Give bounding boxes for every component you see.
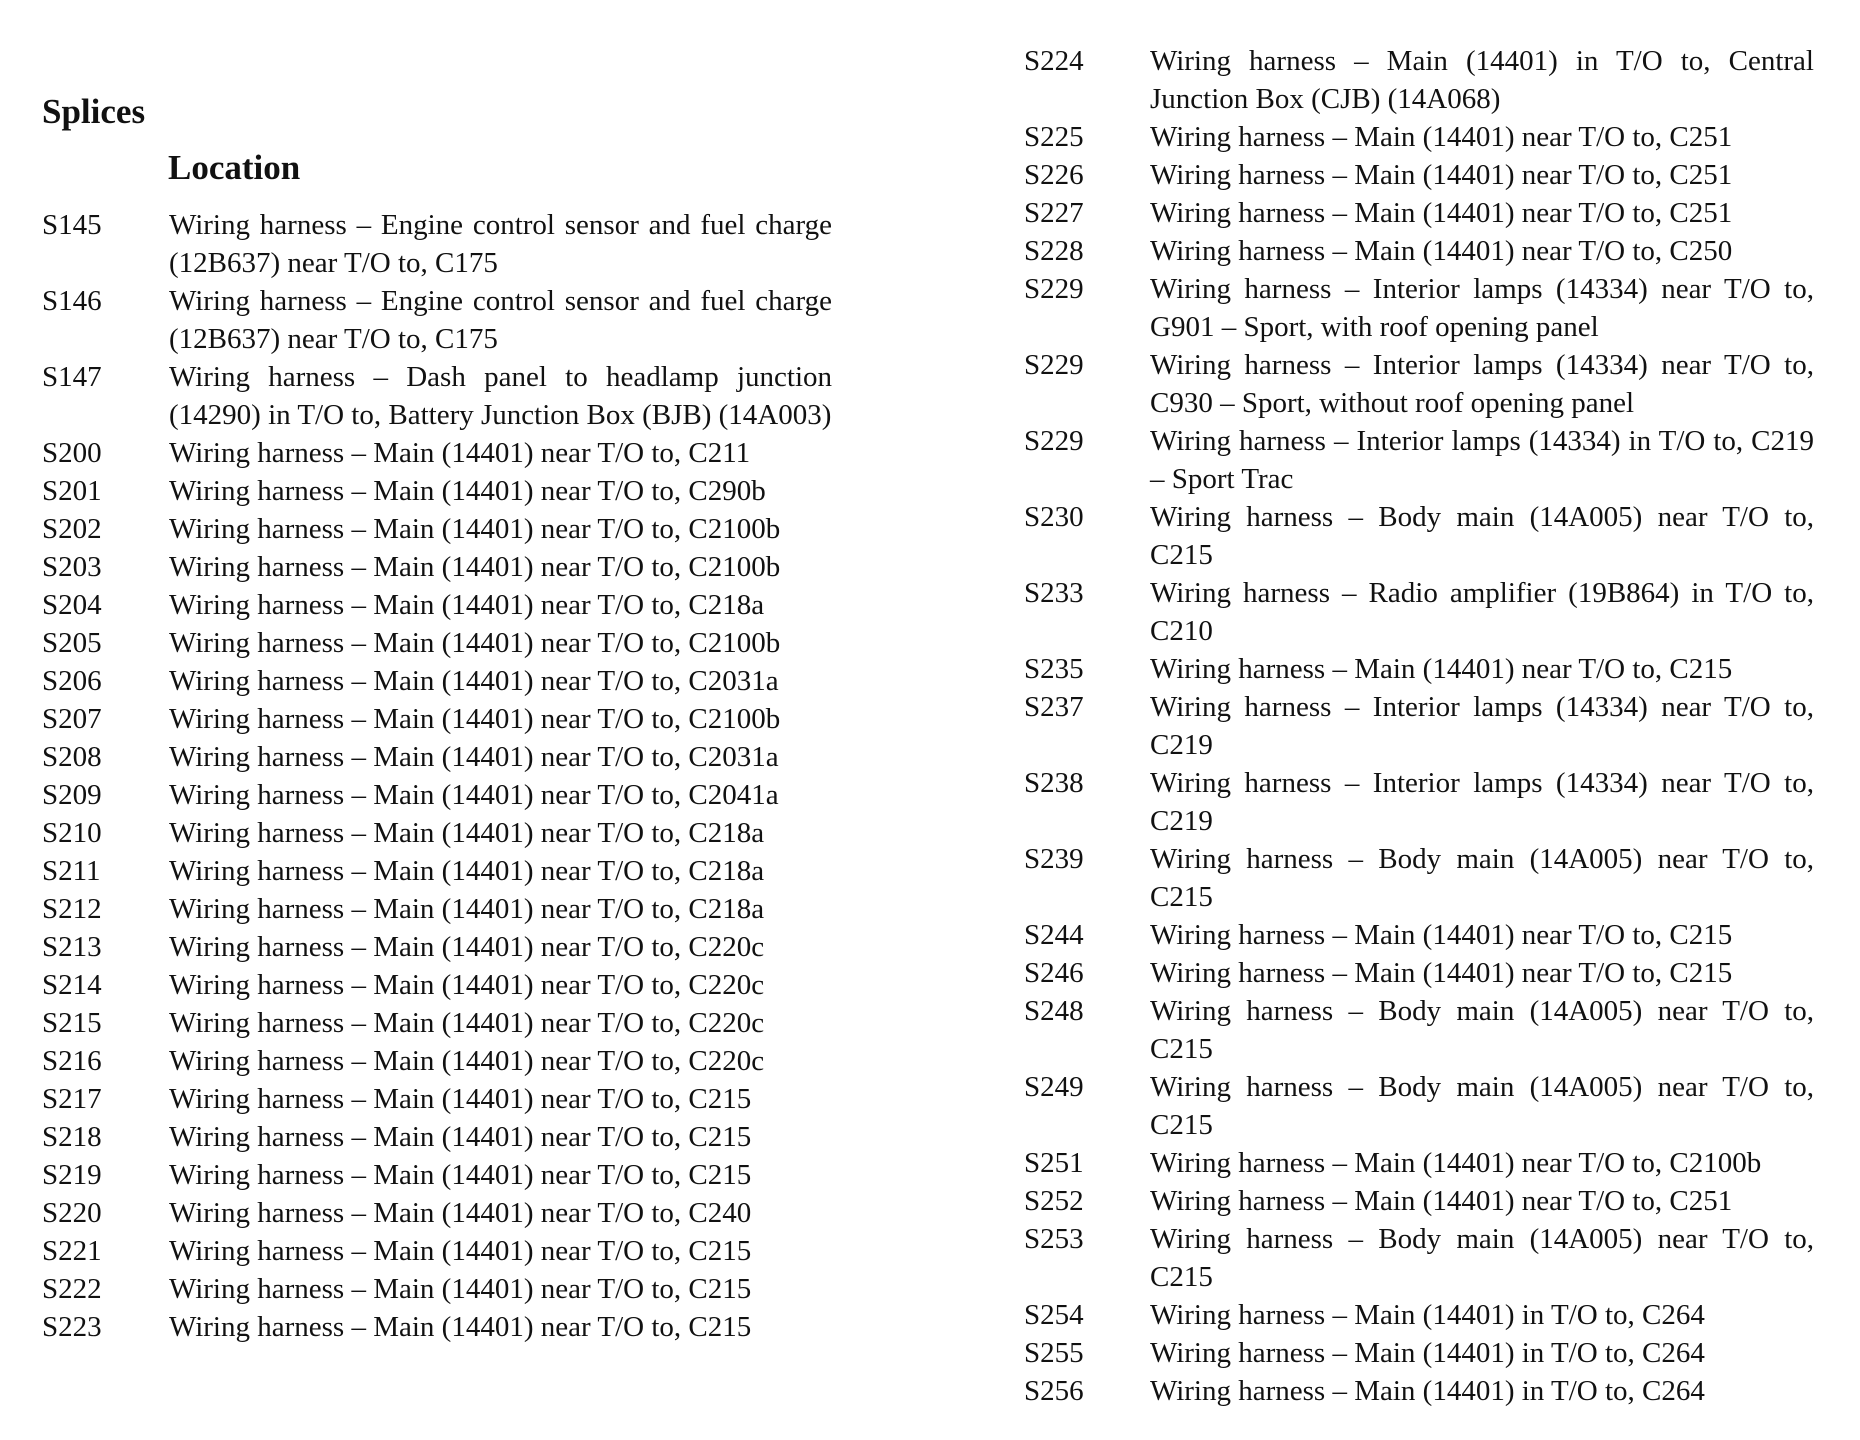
splice-id: S238 — [1024, 767, 1084, 799]
splice-row — [1024, 346, 1814, 422]
splice-row — [1024, 1296, 1814, 1334]
splice-location: Wiring harness – Main (14401) near T/O to, C2041a — [169, 779, 779, 811]
location-column-heading: Location — [168, 148, 301, 187]
splice-location: Wiring harness – Main (14401) near T/O to, C2100b — [1150, 1147, 1762, 1179]
splice-location: Wiring harness – Interior lamps (14334) near T/O to, C930 – Sport, without roof opening panel — [1150, 349, 1814, 419]
splice-row — [1024, 992, 1814, 1068]
splice-id: S213 — [42, 931, 102, 963]
splice-row — [42, 472, 832, 510]
splice-location: Wiring harness – Main (14401) near T/O to, C218a — [169, 893, 765, 925]
splice-id: S216 — [42, 1045, 102, 1077]
splice-row — [1024, 1220, 1814, 1296]
splice-row — [42, 928, 832, 966]
splice-row — [42, 1270, 832, 1308]
splice-row — [1024, 156, 1814, 194]
splice-row — [1024, 688, 1814, 764]
splice-location: Wiring harness – Main (14401) near T/O to, C215 — [1150, 653, 1733, 685]
splice-row — [42, 586, 832, 624]
splice-row — [42, 852, 832, 890]
splice-row — [1024, 42, 1814, 118]
splice-location: Wiring harness – Body main (14A005) near T/O to, C215 — [1150, 1223, 1814, 1293]
splice-row — [1024, 1068, 1814, 1144]
splice-id: S205 — [42, 627, 102, 659]
splice-location: Wiring harness – Main (14401) near T/O to, C220c — [169, 1045, 765, 1077]
splice-row — [42, 1042, 832, 1080]
splice-id: S209 — [42, 779, 102, 811]
splice-location: Wiring harness – Main (14401) near T/O to, C215 — [1150, 957, 1733, 989]
splice-location: Wiring harness – Main (14401) near T/O to, C2031a — [169, 665, 779, 697]
splice-location: Wiring harness – Main (14401) near T/O to, C240 — [169, 1197, 752, 1229]
splice-id: S224 — [1024, 45, 1084, 77]
splice-location: Wiring harness – Body main (14A005) near T/O to, C215 — [1150, 843, 1814, 913]
splice-id: S228 — [1024, 235, 1084, 267]
splice-row — [1024, 650, 1814, 688]
splice-row — [1024, 270, 1814, 346]
splice-row — [1024, 1334, 1814, 1372]
splice-id: S229 — [1024, 349, 1084, 381]
splice-id: S146 — [42, 285, 102, 317]
splice-id: S203 — [42, 551, 102, 583]
splice-location: Wiring harness – Main (14401) near T/O to, C215 — [169, 1311, 752, 1343]
splice-row — [42, 662, 832, 700]
splice-location: Wiring harness – Dash panel to headlamp junction (14290) in T/O to, Battery Junction Box (BJB) (14A003) — [169, 361, 832, 431]
splice-row — [42, 700, 832, 738]
splice-id: S249 — [1024, 1071, 1084, 1103]
splice-location: Wiring harness – Interior lamps (14334) near T/O to, C219 — [1150, 691, 1814, 761]
splice-id: S256 — [1024, 1375, 1084, 1407]
splice-location: Wiring harness – Main (14401) near T/O to, C2100b — [169, 627, 781, 659]
splice-location: Wiring harness – Main (14401) near T/O to, C215 — [169, 1273, 752, 1305]
splice-row — [1024, 764, 1814, 840]
splice-row — [42, 548, 832, 586]
splice-id: S252 — [1024, 1185, 1084, 1217]
splice-row — [42, 1080, 832, 1118]
splice-id: S218 — [42, 1121, 102, 1153]
splice-row — [42, 966, 832, 1004]
splice-row — [42, 1004, 832, 1042]
splice-location: Wiring harness – Main (14401) near T/O to, C218a — [169, 855, 765, 887]
splice-row — [1024, 194, 1814, 232]
splice-row — [1024, 1372, 1814, 1410]
splice-location: Wiring harness – Main (14401) near T/O to, C218a — [169, 589, 765, 621]
splice-location: Wiring harness – Body main (14A005) near T/O to, C215 — [1150, 501, 1814, 571]
splice-id: S253 — [1024, 1223, 1084, 1255]
splice-id: S220 — [42, 1197, 102, 1229]
splice-location: Wiring harness – Main (14401) near T/O to, C251 — [1150, 121, 1733, 153]
splice-location: Wiring harness – Main (14401) near T/O to, C215 — [169, 1159, 752, 1191]
splice-row — [42, 890, 832, 928]
splice-row — [1024, 1182, 1814, 1220]
splice-location: Wiring harness – Main (14401) in T/O to, C264 — [1150, 1375, 1705, 1407]
splice-location: Wiring harness – Main (14401) in T/O to, Central Junction Box (CJB) (14A068) — [1150, 45, 1814, 115]
splice-id: S227 — [1024, 197, 1084, 229]
splice-row — [1024, 118, 1814, 156]
splice-row — [42, 510, 832, 548]
splice-location: Wiring harness – Main (14401) near T/O to, C2100b — [169, 513, 781, 545]
splice-location: Wiring harness – Main (14401) near T/O to, C215 — [1150, 919, 1733, 951]
splice-id: S239 — [1024, 843, 1084, 875]
splice-location: Wiring harness – Main (14401) near T/O to, C220c — [169, 969, 765, 1001]
splice-location: Wiring harness – Body main (14A005) near T/O to, C215 — [1150, 995, 1814, 1065]
splice-id: S206 — [42, 665, 102, 697]
splice-row — [1024, 840, 1814, 916]
splice-location: Wiring harness – Main (14401) near T/O to, C215 — [169, 1083, 752, 1115]
splice-id: S202 — [42, 513, 102, 545]
splice-id: S255 — [1024, 1337, 1084, 1369]
splice-row — [1024, 1144, 1814, 1182]
splice-id: S219 — [42, 1159, 102, 1191]
splice-id: S212 — [42, 893, 102, 925]
splice-location: Wiring harness – Radio amplifier (19B864) in T/O to, C210 — [1150, 577, 1814, 647]
splice-id: S215 — [42, 1007, 102, 1039]
splice-row — [1024, 422, 1814, 498]
splice-location: Wiring harness – Main (14401) near T/O to, C220c — [169, 1007, 765, 1039]
splice-id: S229 — [1024, 273, 1084, 305]
splice-id: S251 — [1024, 1147, 1084, 1179]
splice-id: S244 — [1024, 919, 1084, 951]
splice-row — [42, 1308, 832, 1346]
splice-id: S246 — [1024, 957, 1084, 989]
splice-row — [42, 434, 832, 472]
splice-location: Wiring harness – Main (14401) near T/O to, C290b — [169, 475, 766, 507]
splice-location: Wiring harness – Main (14401) in T/O to, C264 — [1150, 1299, 1705, 1331]
splice-id: S221 — [42, 1235, 102, 1267]
splice-location: Wiring harness – Main (14401) near T/O to, C251 — [1150, 197, 1733, 229]
splice-location: Wiring harness – Main (14401) near T/O to, C2100b — [169, 703, 781, 735]
splice-location: Wiring harness – Main (14401) near T/O to, C218a — [169, 817, 765, 849]
splice-id: S211 — [42, 855, 101, 887]
splice-location: Wiring harness – Engine control sensor and fuel charge (12B637) near T/O to, C175 — [169, 209, 832, 279]
splice-id: S204 — [42, 589, 102, 621]
splice-row — [42, 624, 832, 662]
splice-row — [42, 1232, 832, 1270]
splice-id: S237 — [1024, 691, 1084, 723]
splice-location: Wiring harness – Main (14401) in T/O to, C264 — [1150, 1337, 1705, 1369]
splice-location: Wiring harness – Interior lamps (14334) in T/O to, C219 – Sport Trac — [1150, 425, 1814, 495]
splice-row — [42, 814, 832, 852]
splice-row — [42, 358, 832, 434]
splice-row — [42, 776, 832, 814]
splice-row — [1024, 498, 1814, 574]
splice-id: S225 — [1024, 121, 1084, 153]
splice-location: Wiring harness – Body main (14A005) near T/O to, C215 — [1150, 1071, 1814, 1141]
splice-id: S223 — [42, 1311, 102, 1343]
splice-location: Wiring harness – Main (14401) near T/O to, C220c — [169, 931, 765, 963]
splice-row — [1024, 232, 1814, 270]
splice-location: Wiring harness – Main (14401) near T/O to, C215 — [169, 1121, 752, 1153]
splice-row — [42, 206, 832, 282]
splice-row — [1024, 916, 1814, 954]
splice-location: Wiring harness – Main (14401) near T/O to, C2031a — [169, 741, 779, 773]
splice-id: S226 — [1024, 159, 1084, 191]
splice-id: S210 — [42, 817, 102, 849]
splice-id: S145 — [42, 209, 102, 241]
splice-row — [42, 1118, 832, 1156]
splice-location: Wiring harness – Main (14401) near T/O to, C215 — [169, 1235, 752, 1267]
splice-id: S254 — [1024, 1299, 1084, 1331]
splice-id: S235 — [1024, 653, 1084, 685]
page-title: Splices — [42, 92, 146, 131]
splice-id: S208 — [42, 741, 102, 773]
splice-id: S229 — [1024, 425, 1084, 457]
splice-id: S217 — [42, 1083, 102, 1115]
splice-list-right — [1024, 42, 1814, 1410]
splice-location: Wiring harness – Engine control sensor and fuel charge (12B637) near T/O to, C175 — [169, 285, 832, 355]
splice-row — [42, 1194, 832, 1232]
splice-location: Wiring harness – Main (14401) near T/O to, C251 — [1150, 1185, 1733, 1217]
splice-location: Wiring harness – Main (14401) near T/O to, C250 — [1150, 235, 1733, 267]
splice-row — [1024, 574, 1814, 650]
splice-id: S214 — [42, 969, 102, 1001]
splice-list-left — [42, 206, 832, 1346]
splice-id: S207 — [42, 703, 102, 735]
splice-id: S248 — [1024, 995, 1084, 1027]
splice-id: S222 — [42, 1273, 102, 1305]
splice-location: Wiring harness – Interior lamps (14334) near T/O to, G901 – Sport, with roof opening panel — [1150, 273, 1814, 343]
splice-location: Wiring harness – Main (14401) near T/O to, C2100b — [169, 551, 781, 583]
splice-row — [1024, 954, 1814, 992]
splice-id: S200 — [42, 437, 102, 469]
splice-row — [42, 738, 832, 776]
splice-location: Wiring harness – Interior lamps (14334) near T/O to, C219 — [1150, 767, 1814, 837]
splice-location: Wiring harness – Main (14401) near T/O to, C251 — [1150, 159, 1733, 191]
splice-id: S233 — [1024, 577, 1084, 609]
splice-id: S230 — [1024, 501, 1084, 533]
splice-row — [42, 282, 832, 358]
splice-id: S147 — [42, 361, 102, 393]
splice-row — [42, 1156, 832, 1194]
splice-id: S201 — [42, 475, 102, 507]
splice-location: Wiring harness – Main (14401) near T/O to, C211 — [169, 437, 751, 469]
